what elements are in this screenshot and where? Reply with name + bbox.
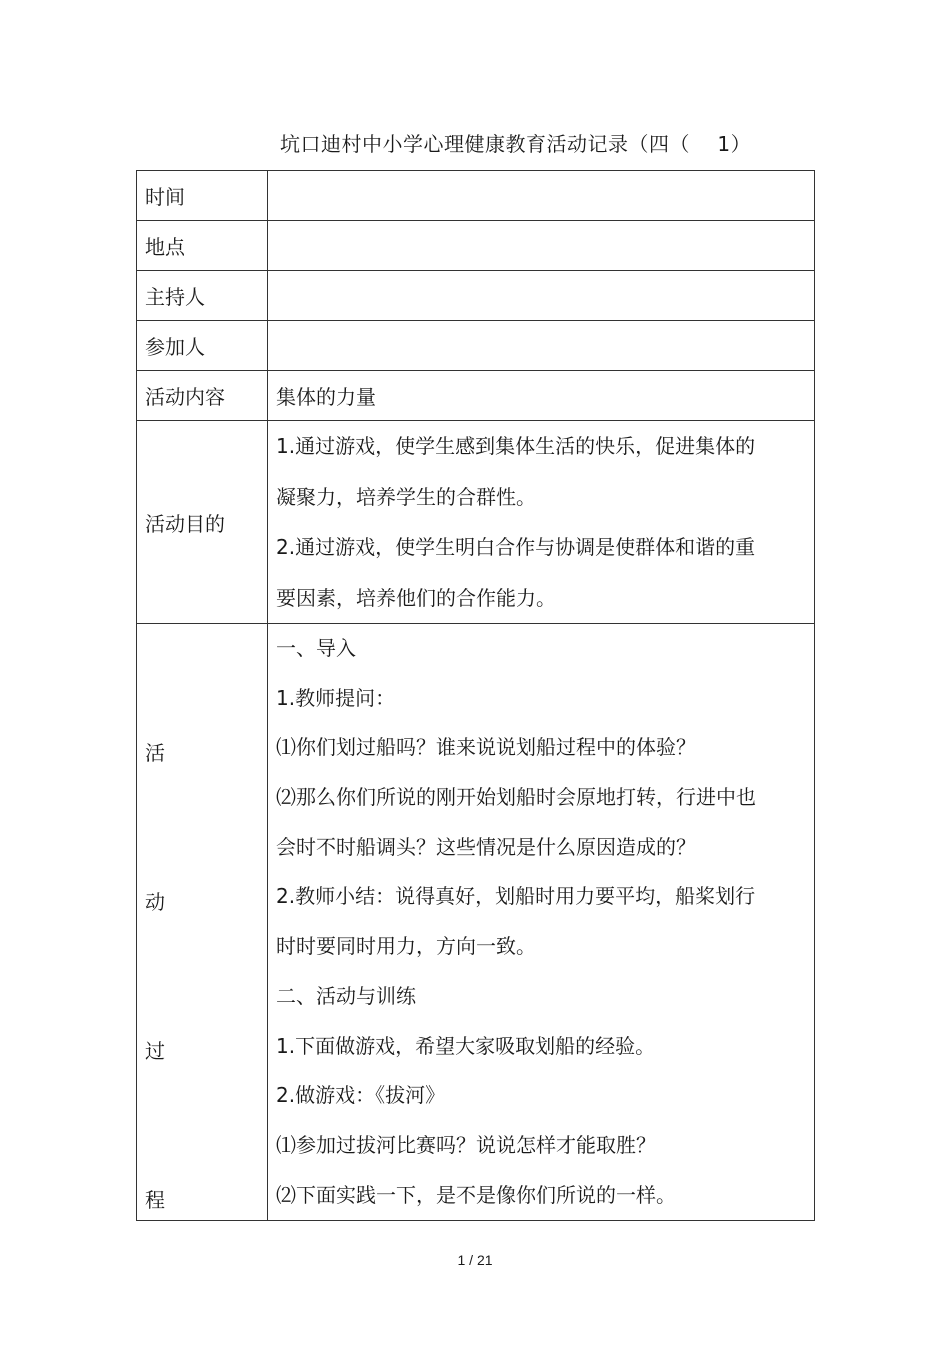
document-title: 坑口迪村中小学心理健康教育活动记录（四（ 1） <box>280 132 752 156</box>
goal-line: 1.通过游戏，使学生感到集体生活的快乐，促进集体的 <box>276 434 756 458</box>
table-row <box>137 171 815 221</box>
process-line: 一、导入 <box>276 636 356 660</box>
process-line: 2.做游戏：《拔河》 <box>276 1083 446 1108</box>
goal-line: 要因素，培养他们的合作能力。 <box>276 585 556 610</box>
table-row <box>137 221 815 271</box>
row-label-time: 时间 <box>137 171 268 221</box>
row-value-host <box>268 271 815 321</box>
process-line: 1.教师提问： <box>276 685 396 710</box>
row-value-participants <box>268 321 815 371</box>
process-label-char: 动 <box>145 890 165 914</box>
row-value-content: 集体的力量 <box>268 371 815 421</box>
table-row <box>137 271 815 321</box>
process-line: ⑴参加过拔河比赛吗？说说怎样才能取胜？ <box>276 1132 656 1157</box>
process-label-char: 活 <box>145 741 165 765</box>
process-label-char: 过 <box>145 1039 165 1063</box>
process-label-char: 程 <box>145 1188 165 1212</box>
process-line: ⑵那么你们所说的刚开始划船时会原地打转，行进中也 <box>276 785 756 810</box>
row-label-place: 地点 <box>137 221 268 271</box>
table-row <box>137 321 815 371</box>
row-label-goal: 活动目的 <box>137 421 268 624</box>
goal-line: 2.通过游戏，使学生明白合作与协调是使群体和谐的重 <box>276 535 756 559</box>
process-line: 二、活动与训练 <box>276 983 416 1008</box>
process-content <box>268 624 815 1221</box>
process-line: ⑴你们划过船吗？谁来说说划船过程中的体验？ <box>276 735 696 760</box>
row-label-process <box>137 624 268 1221</box>
goal-line: 凝聚力，培养学生的合群性。 <box>276 484 536 509</box>
row-label-participants: 参加人 <box>137 321 268 371</box>
table-row <box>137 371 815 421</box>
row-label-content: 活动内容 <box>137 371 268 421</box>
process-line: 1.下面做游戏，希望大家吸取划船的经验。 <box>276 1033 656 1058</box>
process-line: 会时不时船调头？这些情况是什么原因造成的？ <box>276 834 696 859</box>
process-line: 2.教师小结：说得真好，划船时用力要平均，船桨划行 <box>276 884 756 909</box>
process-line: 时时要同时用力，方向一致。 <box>276 934 536 959</box>
goal-content <box>268 421 815 624</box>
process-line: ⑵下面实践一下，是不是像你们所说的一样。 <box>276 1182 676 1207</box>
row-value-place <box>268 221 815 271</box>
page-number: 1 / 21 <box>457 1252 493 1268</box>
table-row <box>137 421 815 624</box>
table-row <box>137 624 815 1221</box>
row-label-host: 主持人 <box>137 271 268 321</box>
record-table <box>136 170 815 1221</box>
row-value-time <box>268 171 815 221</box>
